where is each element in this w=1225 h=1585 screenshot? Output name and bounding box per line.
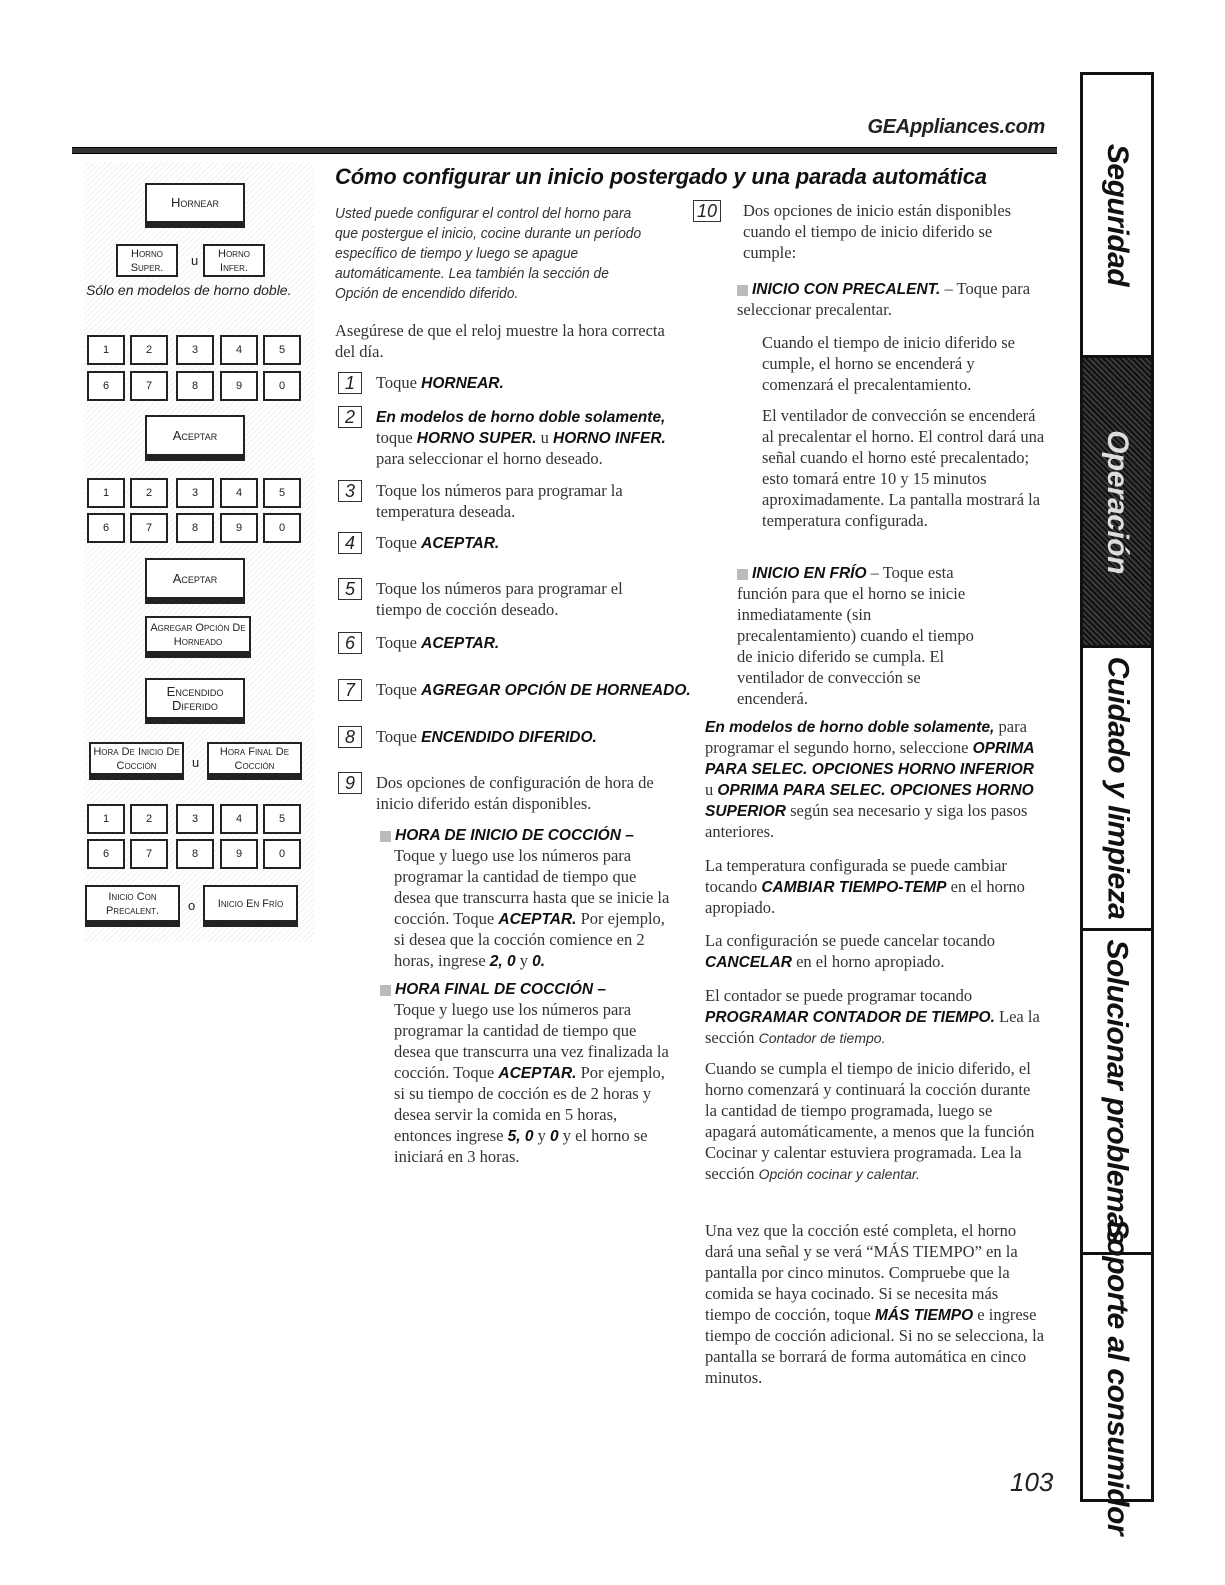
encendido-diferido-key: Encendido Diferido <box>145 678 245 724</box>
or-label: u <box>192 755 200 770</box>
digit-key: 5 <box>263 335 301 365</box>
digit-key: 8 <box>176 839 214 869</box>
inicio-precalent-option: INICIO CON PRECALENT. – Toque para seleccionar precalentar. <box>737 279 1031 319</box>
digit-key: 4 <box>220 335 258 365</box>
digit-key: 1 <box>87 804 125 834</box>
step-number: 1 <box>338 372 362 394</box>
digit-key: 5 <box>263 478 301 508</box>
horno-infer-key: Horno Infer. <box>203 244 265 277</box>
bullet-icon <box>737 569 748 580</box>
step-number: 10 <box>693 200 721 222</box>
delay-complete-note: Cuando se cumpla el tiempo de inicio diferido, el horno comenzará y continuará la cocción durante la cantidad de tiempo programada, luego se apagará automáticamente, a menos que la función Cocinar y calentar estuviera programada. Lea la sección Opción cocinar y calentar. <box>705 1059 1035 1183</box>
clock-note: Asegúrese de que el reloj muestre la hora correcta del día. <box>335 321 665 361</box>
step-number: 5 <box>338 578 362 600</box>
step-number: 9 <box>338 772 362 794</box>
tab-solucionar-problemas[interactable]: Solucionar problemas <box>1083 931 1151 1255</box>
timer-note: El contador se puede programar tocando PROGRAMAR CONTADOR DE TIEMPO. Lea la sección Contador de tiempo. <box>705 986 1040 1047</box>
digit-key: 4 <box>220 478 258 508</box>
site-url: GEAppliances.com <box>867 116 1045 138</box>
digit-key: 8 <box>176 513 214 543</box>
digit-key: 2 <box>130 478 168 508</box>
digit-key: 5 <box>263 804 301 834</box>
step-number: 2 <box>338 406 362 428</box>
digit-key: 6 <box>87 513 125 543</box>
step-number: 7 <box>338 679 362 701</box>
inicio-frio-option: INICIO EN FRÍO – Toque esta función para que el horno se inicie inmediatamente (sin precalentamiento) cuando el tiempo de inicio diferido se cumpla. El ventilador de convección se encenderá. <box>737 563 974 708</box>
hora-final-key: Hora Final De Cocción <box>207 742 302 780</box>
change-temp-note: La temperatura configurada se puede cambiar tocando CAMBIAR TIEMPO-TEMP en el horno apropiado. <box>705 856 1025 917</box>
step-number: 6 <box>338 632 362 654</box>
bullet-icon <box>737 285 748 296</box>
or-label: o <box>188 898 196 913</box>
digit-key: 4 <box>220 804 258 834</box>
digit-key: 7 <box>130 371 168 401</box>
digit-key: 2 <box>130 804 168 834</box>
horno-super-key: Horno Super. <box>116 244 178 277</box>
tab-soporte-consumidor[interactable]: Soporte al consumidor <box>1101 1218 1134 1536</box>
panel-caption: Sólo en modelos de horno doble. <box>86 282 292 298</box>
step-number: 4 <box>338 532 362 554</box>
hora-inicio-option: HORA DE INICIO DE COCCIÓN – Toque y luego use los números para programar la cantidad de tiempo que desea que transcurra hasta que se inicie la cocción. Toque ACEPTAR. Por ejemplo, si desea que la cocción comience en 2 horas, ingrese 2, 0 y 0. <box>380 824 680 971</box>
section-tabs <box>1080 72 1154 1536</box>
digit-key: 0 <box>263 371 301 401</box>
step-number: 8 <box>338 726 362 748</box>
page-title: Cómo configurar un inicio postergado y una parada automática <box>335 164 987 189</box>
header-rule <box>72 147 1057 154</box>
digit-key: 8 <box>176 371 214 401</box>
digit-key: 3 <box>176 335 214 365</box>
digit-key: 9 <box>220 513 258 543</box>
step-number: 3 <box>338 480 362 502</box>
inicio-precalent-detail: Cuando el tiempo de inicio diferido se cumple, el horno se encenderá y comenzará el precalentamiento. <box>762 333 1015 394</box>
digit-key: 9 <box>220 371 258 401</box>
digit-key: 7 <box>130 513 168 543</box>
digit-key: 9 <box>220 839 258 869</box>
digit-key: 2 <box>130 335 168 365</box>
more-time-note: Una vez que la cocción esté completa, el horno dará una señal y se verá “MÁS TIEMPO” en la pantalla por cinco minutos. Compruebe que la comida se haya cocinado. Si se necesita más tiempo de cocción, toque MÁS TIEMPO e ingrese tiempo de cocción adicional. Si no se selecciona, la pantalla se borrará de forma automática en cinco minutos. <box>705 1221 1045 1387</box>
tab-seguridad[interactable]: Seguridad <box>1083 75 1151 358</box>
inicio-precalent-fan: El ventilador de convección se encenderá al precalentar el horno. El control dará una señal cuando el horno esté precalentado; esto tomará entre 10 y 15 minutos aproximadamente. La pantalla mostrará la temperatura configurada. <box>762 406 1045 530</box>
cancel-note: La configuración se puede cancelar tocando CANCELAR en el horno apropiado. <box>705 931 995 971</box>
digit-key: 3 <box>176 478 214 508</box>
bullet-icon <box>380 985 391 996</box>
agregar-opcion-key: Agregar Opción De Horneado <box>145 616 251 658</box>
digit-key: 0 <box>263 513 301 543</box>
digit-key: 1 <box>87 478 125 508</box>
tab-cuidado-limpieza[interactable]: Cuidado y limpieza <box>1083 648 1151 931</box>
or-label: u <box>191 253 199 268</box>
page-number: 103 <box>1010 1467 1054 1497</box>
inicio-en-frio-key: Inicio En Frío <box>203 885 298 927</box>
tab-operacion[interactable]: Operación <box>1083 358 1151 648</box>
hora-final-option: HORA FINAL DE COCCIÓN – Toque y luego use los números para programar la cantidad de tiempo que desea que transcurra una vez finalizada la cocción. Toque ACEPTAR. Por ejemplo, si su tiempo de cocción es de 2 horas y desea servir la comida en 5 horas, entonces ingrese 5, 0 y 0 y el horno se iniciará en 3 horas. <box>380 978 680 1167</box>
digit-key: 0 <box>263 839 301 869</box>
aceptar-key-2: Aceptar <box>145 558 245 604</box>
double-oven-note: En modelos de horno doble solamente, para programar el segundo horno, seleccione OPRIMA PARA SELEC. OPCIONES HORNO INFERIOR u OPRIMA PARA SELEC. OPCIONES HORNO SUPERIOR según sea necesario y siga los pasos anteriores. <box>705 717 1035 841</box>
digit-key: 6 <box>87 839 125 869</box>
digit-key: 3 <box>176 804 214 834</box>
inicio-con-precalent-key: Inicio Con Precalent. <box>85 885 180 927</box>
digit-key: 7 <box>130 839 168 869</box>
aceptar-key: Aceptar <box>145 415 245 461</box>
digit-key: 6 <box>87 371 125 401</box>
hornear-key: Hornear <box>145 183 245 228</box>
digit-key: 1 <box>87 335 125 365</box>
bullet-icon <box>380 831 391 842</box>
intro-text: Usted puede configurar el control del horno para que postergue el inicio, cocine durante un período específico de tiempo y luego se apague automáticamente. Lea también la sección de Opción de encendido diferido. <box>335 205 642 302</box>
hora-inicio-key: Hora De Inicio De Cocción <box>89 742 184 780</box>
